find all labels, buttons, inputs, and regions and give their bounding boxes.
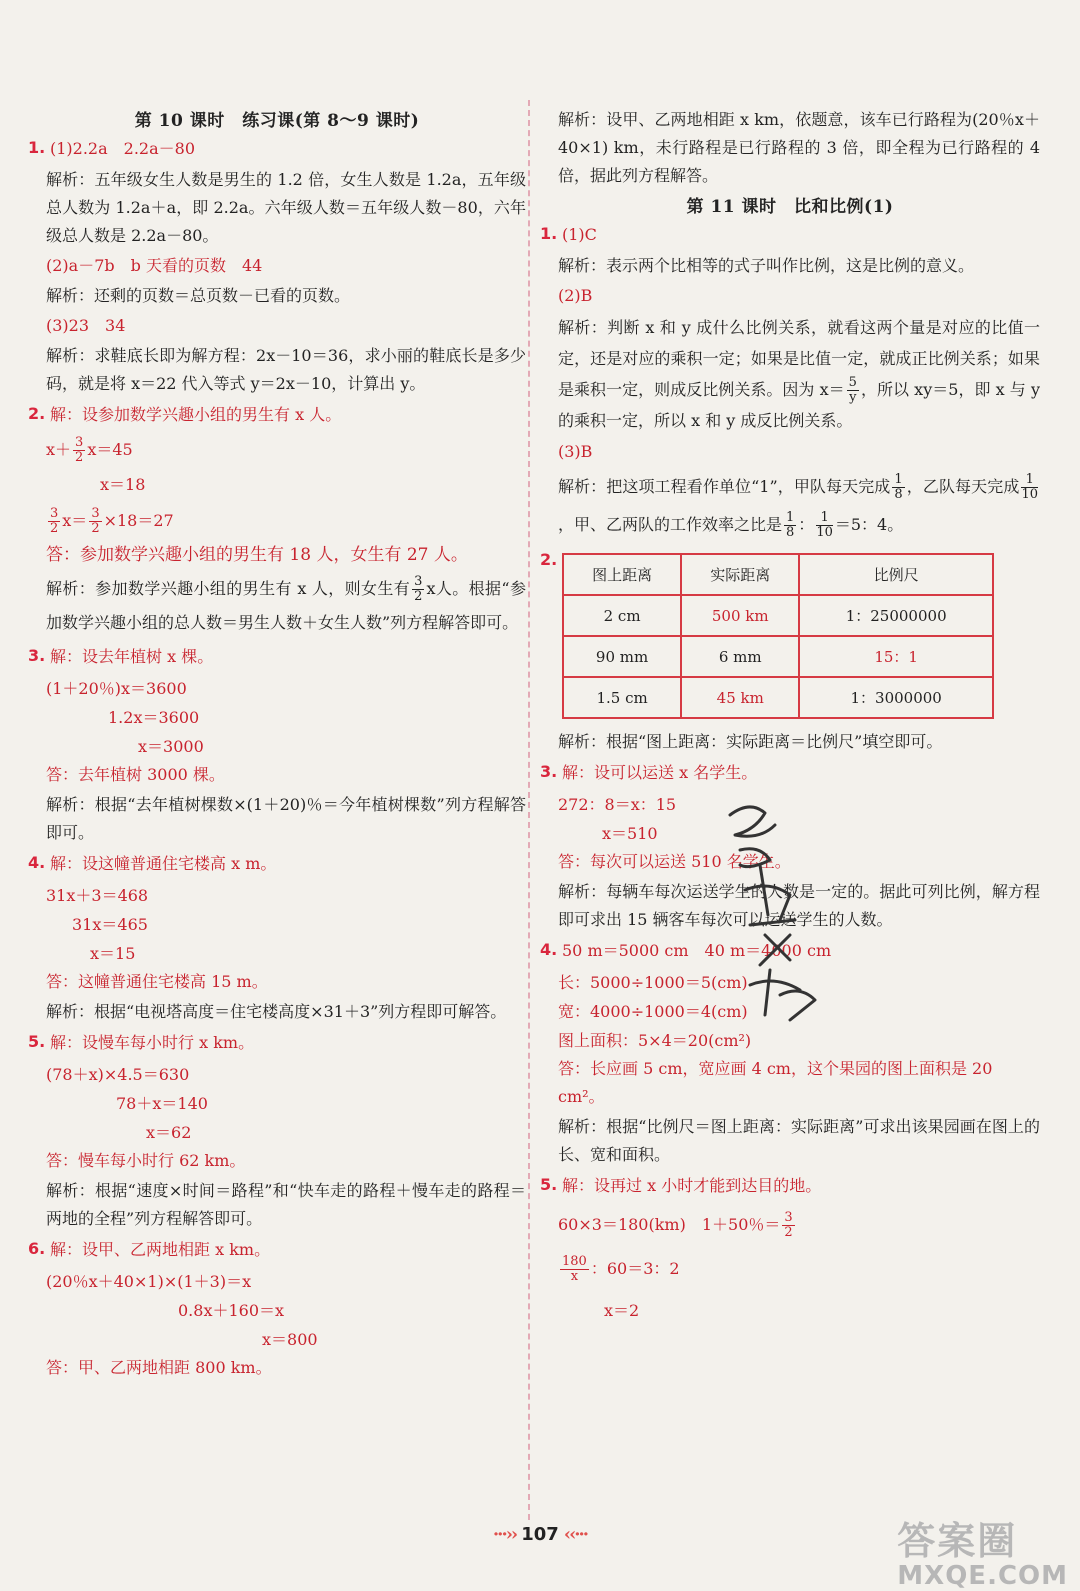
answer-1-3: (3)23 34: [46, 316, 126, 335]
equation-line: x＝510: [602, 824, 658, 843]
analysis-left-6: 解析：设甲、乙两地相距 x km，依题意，该车已行路程为(20％x＋40×1) km，未行路程是已行路程的 3 倍，即全程为已行路程的 4 倍，据此列方程解答。: [558, 110, 1040, 185]
lesson-11-title: 第 11 课时 比和比例(1): [686, 197, 894, 217]
table-cell: 45 km: [681, 677, 799, 718]
equation-line: x＝800: [262, 1330, 318, 1349]
question-number: 5.: [28, 1032, 46, 1051]
question-3: [28, 643, 526, 671]
equation-line: x＋ $\frac{3}{2}$ x＝45: [46, 435, 133, 465]
analysis-1-3: 解析：把这项工程看作单位“1”，甲队每天完成 $\frac{1}{8}$ ，乙队每天完成 $\frac{1}{10}$ ，甲、乙两队的工作效率之比是 $\frac{1}{8}$ ： $\frac{1}{10}$ ＝5：4。: [558, 472, 1038, 540]
question-number: 6.: [28, 1239, 46, 1258]
equation-line: $\frac{180}{x}$ ：60＝3：2: [562, 1254, 680, 1284]
question-number: 1.: [28, 138, 46, 157]
column-divider: [528, 100, 530, 1520]
equation-line: x＝62: [146, 1123, 192, 1142]
equation-line: x＝2: [604, 1301, 640, 1320]
analysis-1-3: 解析：求鞋底长即为解方程：2x－10＝36，求小丽的鞋底长是多少码，就是将 x＝22 代入等式 y＝2x－10，计算出 y。: [46, 346, 526, 393]
question-3: [540, 759, 1040, 787]
question-1: [28, 135, 526, 163]
answer-statement: 答：慢车每小时行 62 km。: [46, 1151, 246, 1170]
watermark: [897, 1510, 1068, 1591]
question-number: 3.: [28, 646, 46, 665]
equation-line: 272：8＝x：15: [558, 795, 677, 814]
table-cell: 90 mm: [563, 636, 681, 677]
question-number: 2.: [28, 404, 46, 423]
watermark-text: 答案圈: [897, 1519, 1018, 1563]
answer-statement: 答：这幢普通住宅楼高 15 m。: [46, 972, 268, 991]
equation-line: $\frac{3}{2}$ x＝ $\frac{3}{2}$ ×18＝27: [50, 506, 174, 536]
solution-setup: 解：设再过 x 小时才能到达目的地。: [562, 1176, 822, 1195]
solution-setup: 解：设慢车每小时行 x km。: [50, 1033, 255, 1052]
left-column: [28, 104, 526, 1382]
analysis-2: 解析：根据“图上距离：实际距离＝比例尺”填空即可。: [558, 732, 943, 751]
answer-1-1: (1)2.2a 2.2a－80: [50, 139, 195, 158]
answer-statement: 答：去年植树 3000 棵。: [46, 765, 225, 784]
solution-line: 长：5000÷1000＝5(cm): [558, 973, 748, 992]
table-header-row: [563, 554, 993, 595]
right-column: [540, 104, 1040, 1331]
equation-line: x＝18: [100, 475, 146, 494]
table-cell: 1.5 cm: [563, 677, 681, 718]
solution-setup: 解：设去年植树 x 棵。: [50, 647, 214, 666]
question-6: [28, 1236, 526, 1264]
question-number: 3.: [540, 762, 558, 781]
equation-line: 31x＝465: [72, 915, 148, 934]
equation-line: (20％x＋40×1)×(1＋3)＝x: [46, 1272, 252, 1291]
table-row: [563, 677, 993, 718]
lesson-10-title: 第 10 课时 练习课(第 8～9 课时): [134, 111, 420, 131]
table-header: 比例尺: [799, 554, 993, 595]
table-header: 实际距离: [681, 554, 799, 595]
question-5: [540, 1172, 1040, 1200]
page-number: 107: [521, 1524, 559, 1545]
question-2: [28, 401, 526, 429]
answer-statement: 答：参加数学兴趣小组的男生有 18 人，女生有 27 人。: [46, 545, 468, 565]
solution-setup: 解：设参加数学兴趣小组的男生有 x 人。: [50, 405, 342, 424]
table-header: 图上距离: [563, 554, 681, 595]
equation-line: 1.2x＝3600: [108, 708, 200, 727]
table-cell: 6 mm: [681, 636, 799, 677]
question-4: [28, 850, 526, 878]
table-cell: 1：25000000: [799, 595, 993, 636]
analysis-1-1: 解析：表示两个比相等的式子叫作比例，这是比例的意义。: [558, 256, 975, 275]
question-5: [28, 1029, 526, 1057]
analysis-3: 解析：根据“去年植树棵数×(1＋20)％＝今年植树棵数”列方程解答即可。: [46, 795, 526, 842]
table-cell: 2 cm: [563, 595, 681, 636]
solution-setup: 解：设甲、乙两地相距 x km。: [50, 1240, 271, 1259]
question-number: 2.: [540, 550, 558, 569]
equation-line: (78＋x)×4.5＝630: [46, 1065, 190, 1084]
left-arrow-icon: ‹‹···: [563, 1524, 588, 1545]
solution-setup: 解：设可以运送 x 名学生。: [562, 763, 758, 782]
answer-1-1: (1)C: [562, 225, 597, 244]
solution-setup: 解：设这幢普通住宅楼高 x m。: [50, 854, 277, 873]
analysis-2: 解析：参加数学兴趣小组的男生有 x 人，则女生有 $\frac{3}{2}$ x人。根据“参加数学兴趣小组的总人数＝男生人数＋女生人数”列方程解答即可。: [46, 574, 526, 632]
equation-line: x＝3000: [138, 737, 204, 756]
right-arrow-icon: ···››: [492, 1524, 517, 1545]
answer-1-2: (2)B: [558, 286, 593, 305]
table-row: [563, 636, 993, 677]
equation-line: x＝15: [90, 944, 136, 963]
answer-statement: 答：每次可以运送 510 名学生。: [558, 852, 791, 871]
watermark-url: MXQE.COM: [897, 1561, 1068, 1591]
answer-1-3: (3)B: [558, 442, 593, 461]
question-number: 1.: [540, 224, 558, 243]
question-1: [540, 221, 1040, 249]
equation-line: 60×3＝180(km) 1＋50％＝ $\frac{3}{2}$: [558, 1210, 793, 1240]
equation-line: 78＋x＝140: [116, 1094, 208, 1113]
solution-line: 宽：4000÷1000＝4(cm): [558, 1002, 748, 1021]
table-cell: 1：3000000: [799, 677, 993, 718]
analysis-5: 解析：根据“速度×时间＝路程”和“快车走的路程＋慢车走的路程＝两地的全程”列方程解答即可。: [46, 1181, 526, 1228]
table-cell: 15：1: [799, 636, 993, 677]
analysis-1-2: 解析：还剩的页数＝总页数－已看的页数。: [46, 286, 351, 305]
question-number: 4.: [540, 940, 558, 959]
analysis-1-1: 解析：五年级女生人数是男生的 1.2 倍，女生人数是 1.2a，五年级总人数为 1.2a＋a，即 2.2a。六年级人数＝五年级人数－80，六年级总人数是 2.2a－80。: [46, 170, 526, 245]
analysis-3: 解析：每辆车每次运送学生的人数是一定的。据此可列比例，解方程即可求出 15 辆客车每次可以运送学生的人数。: [558, 882, 1040, 929]
table-cell: 500 km: [681, 595, 799, 636]
answer-statement: 答：长应画 5 cm，宽应画 4 cm，这个果园的图上面积是 20 cm²。: [558, 1059, 993, 1106]
analysis-4: 解析：根据“比例尺＝图上距离：实际距离”可求出该果园画在图上的长、宽和面积。: [558, 1117, 1040, 1164]
answer-statement: 答：甲、乙两地相距 800 km。: [46, 1358, 272, 1377]
handwriting-scribble: [720, 795, 830, 1025]
solution-line: 图上面积：5×4＝20(cm²): [558, 1031, 752, 1050]
question-number: 4.: [28, 853, 46, 872]
question-number: 5.: [540, 1175, 558, 1194]
equation-line: 31x＋3＝468: [46, 886, 149, 905]
question-2: [540, 547, 1040, 725]
answer-1-2: (2)a－7b b 天看的页数 44: [46, 256, 263, 275]
equation-line: 0.8x＋160＝x: [178, 1301, 285, 1320]
analysis-4: 解析：根据“电视塔高度＝住宅楼高度×31＋3”列方程即可解答。: [46, 1002, 507, 1021]
equation-line: (1＋20％)x＝3600: [46, 679, 187, 698]
scale-table: [562, 553, 994, 719]
table-row: [563, 595, 993, 636]
solution-line: 50 m＝5000 cm 40 m＝4000 cm: [562, 941, 832, 960]
analysis-1-2: 解析：判断 x 和 y 成什么比例关系，就看这两个量是对应的比值一定，还是对应的乘积一定；如果是比值一定，就成正比例关系；如果是乘积一定，则成反比例关系。因为 x＝ $\frac{5}{y}$ ，所以 xy＝5，即 x 与 y 的乘积一定，所以 x 和 y 成反比例关系。: [558, 318, 1040, 430]
